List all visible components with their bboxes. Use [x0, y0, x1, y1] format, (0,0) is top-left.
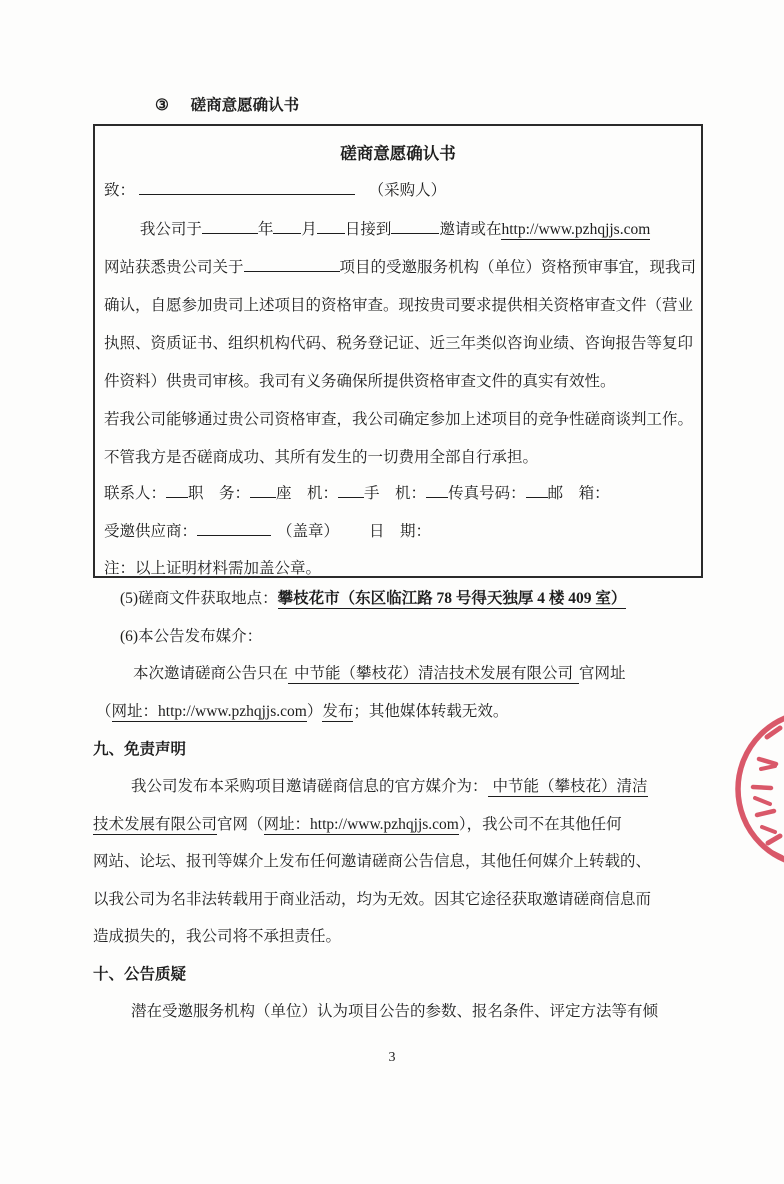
text-segment: 官网（ — [217, 816, 264, 833]
text-segment: 月 — [301, 221, 317, 238]
text-segment: （ — [96, 703, 112, 720]
text-segment: 网站获悉贵公司关于 — [104, 259, 244, 276]
landline-label: 座 机： — [276, 485, 339, 502]
text-segment: 官网址 — [579, 665, 626, 682]
item5-label: (5)磋商文件获取地点： — [120, 590, 278, 607]
date-label: 日 期： — [369, 523, 432, 540]
item5-line — [120, 589, 626, 610]
supplier-blank-field — [197, 522, 271, 536]
official-seal-stamp — [734, 703, 784, 879]
section9-line5: 造成损失的，我公司将不承担责任。 — [93, 928, 342, 945]
section-heading-title: 磋商意愿确认书 — [190, 97, 300, 114]
official-media-company-cont: 技术发展有限公司 — [93, 816, 218, 833]
section10-heading: 十、公告质疑 — [93, 966, 187, 983]
form-line-date — [104, 220, 692, 241]
position-label: 职 务： — [188, 485, 251, 502]
page-number: 3 — [388, 1050, 396, 1065]
landline-blank-field — [338, 484, 364, 498]
publisher-url: 网址：http://www.pzhqjjs.com — [111, 703, 307, 720]
publish-word: 发布 — [322, 703, 354, 720]
fax-label: 传真号码： — [448, 485, 526, 502]
text-segment: 项目的受邀服务机构（单位）资格预审事宜，现我司 — [339, 259, 697, 276]
form-title: 磋商意愿确认书 — [340, 144, 456, 163]
mobile-label: 手 机： — [364, 485, 427, 502]
year-blank-field — [202, 220, 258, 234]
confirmation-form-box — [93, 124, 703, 578]
text-segment: 本次邀请磋商公告只在 — [133, 665, 289, 682]
contact-blank-field — [166, 484, 188, 498]
text-segment: ；其他媒体转载无效。 — [353, 703, 509, 720]
position-blank-field — [250, 484, 276, 498]
item6-url-line — [96, 702, 508, 723]
section-heading — [155, 96, 299, 117]
mobile-blank-field — [426, 484, 448, 498]
section9-line1 — [131, 777, 648, 798]
section10-paragraph: 潜在受邀服务机构（单位）认为项目公告的参数、报名条件、评定方法等有倾 — [131, 1003, 659, 1020]
text-segment: 邀请或在 — [439, 221, 502, 238]
section9-line2 — [93, 815, 622, 836]
project-blank-field — [244, 258, 340, 272]
fax-blank-field — [526, 484, 548, 498]
section9-heading: 九、免责声明 — [93, 741, 187, 758]
form-line-cost: 不管我方是否磋商成功、其所有发生的一切费用全部自行承担。 — [104, 449, 539, 466]
item6-label: (6)本公告发布媒介： — [120, 628, 263, 645]
form-line-participate: 若我公司能够通过贵公司资格审查，我公司确定参加上述项目的竞争性磋商谈判工作。 — [104, 411, 694, 428]
section-heading-numeral: ③ — [155, 97, 169, 114]
publisher-company-name: 中节能（攀枝花）清洁技术发展有限公司 — [288, 665, 579, 684]
form-line-to — [104, 181, 692, 202]
invite-blank-field — [391, 220, 439, 234]
form-line-contacts — [104, 484, 692, 505]
official-media-url: 网址：http://www.pzhqjjs.com — [263, 816, 459, 833]
form-line-supplier — [104, 522, 692, 543]
day-blank-field — [317, 220, 345, 234]
form-line-documents: 执照、资质证书、组织机构代码、税务登记证、近三年类似咨询业绩、咨询报告等复印 — [104, 335, 694, 352]
form-line-project — [104, 258, 697, 279]
section9-line3: 网站、论坛、报刊等媒介上发布任何邀请磋商公告信息，其他任何媒介上转载的、 — [93, 853, 652, 870]
form-line-validity: 件资料）供贵司审核。我司有义务确保所提供资格审查文件的真实有效性。 — [104, 373, 616, 390]
to-suffix: （采购人） — [368, 182, 447, 199]
supplier-label: 受邀供应商： — [104, 523, 198, 540]
purchaser-blank-field — [139, 181, 355, 195]
to-label: 致： — [104, 182, 136, 199]
item6-media-line — [133, 664, 626, 685]
form-note: 注：以上证明材料需加盖公章。 — [104, 560, 322, 577]
month-blank-field — [273, 220, 301, 234]
official-media-company: 中节能（攀枝花）清洁 — [488, 778, 648, 797]
section9-line4: 以我公司为名非法转载用于商业活动，均为无效。因其它途径获取邀请磋商信息而 — [93, 891, 652, 908]
contact-label: 联系人： — [104, 485, 167, 502]
seal-label: （盖章） — [277, 523, 340, 540]
text-segment: ），我公司不在其他任何 — [458, 816, 622, 833]
text-segment: 我公司发布本采购项目邀请磋商信息的官方媒介为： — [131, 778, 488, 795]
text-segment: ） — [306, 703, 323, 720]
text-segment: 年 — [257, 221, 274, 238]
text-segment: 我公司于 — [139, 221, 202, 238]
website-url: http://www.pzhqjjs.com — [501, 221, 651, 238]
item5-location-value: 攀枝花市（东区临江路 78 号得天独厚 4 楼 409 室） — [277, 590, 627, 607]
email-label: 邮 箱： — [547, 485, 610, 502]
form-line-confirm: 确认，自愿参加贵司上述项目的资格审查。现按贵司要求提供相关资格审查文件（营业 — [104, 297, 694, 314]
text-segment: 日接到 — [344, 221, 392, 238]
